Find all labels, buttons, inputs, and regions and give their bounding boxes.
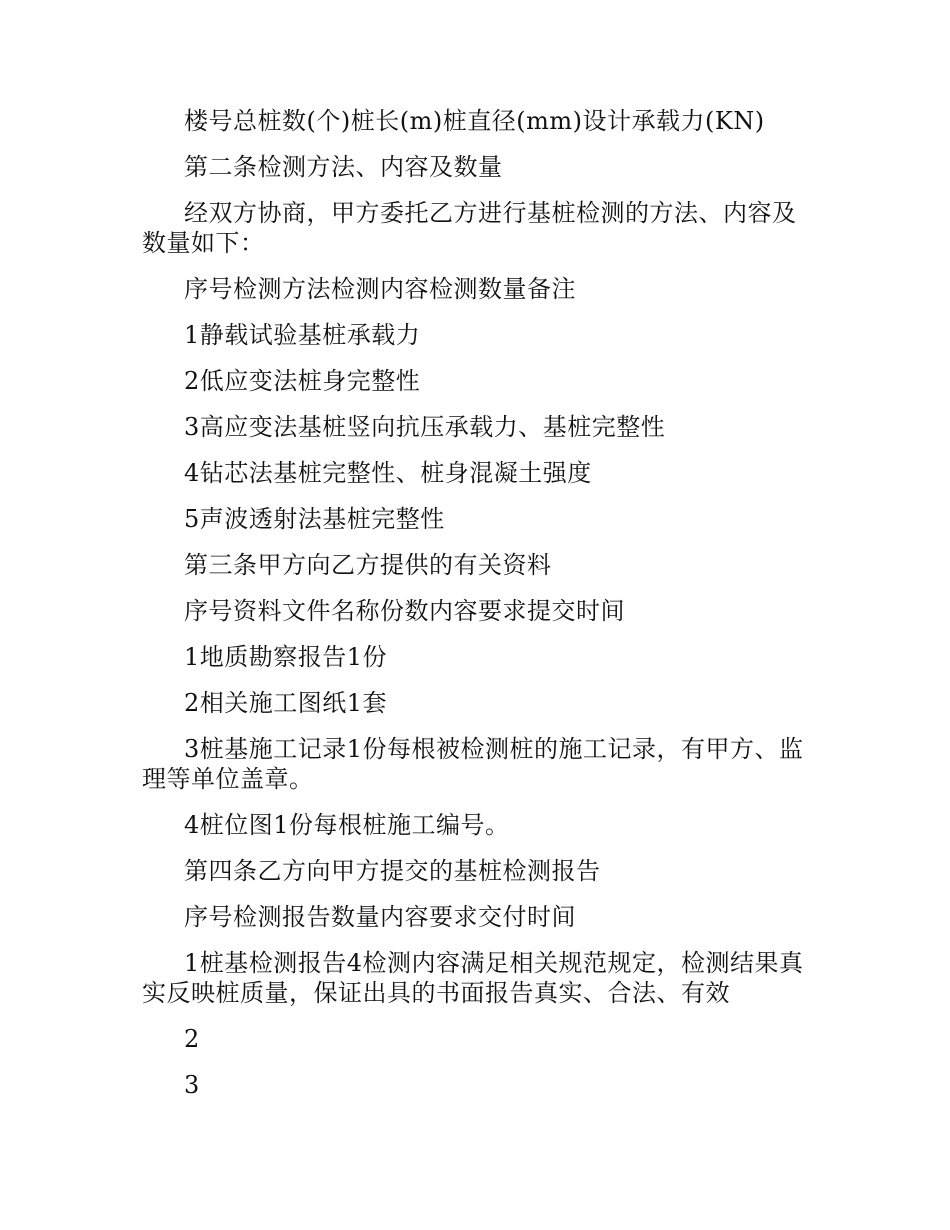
article-4-heading: 第四条乙方向甲方提交的基桩检测报告 xyxy=(184,857,601,885)
report-header-row: 序号检测报告数量内容要求交付时间 xyxy=(184,903,576,931)
test-method-row: 1静载试验基桩承载力 xyxy=(184,321,421,349)
article-3-heading: 第三条甲方向乙方提供的有关资料 xyxy=(184,551,552,579)
materials-header-row: 序号资料文件名称份数内容要求提交时间 xyxy=(184,597,625,625)
test-method-row: 3高应变法基桩竖向抗压承载力、基桩完整性 xyxy=(184,413,666,441)
material-row: 4桩位图1份每根桩施工编号。 xyxy=(184,811,510,839)
test-method-row: 4钻芯法基桩完整性、桩身混凝土强度 xyxy=(184,459,592,487)
report-row: 2 xyxy=(184,1025,200,1053)
test-method-row: 2低应变法桩身完整性 xyxy=(184,367,421,395)
material-row: 1地质勘察报告1份 xyxy=(184,643,388,671)
document-body xyxy=(142,106,810,1116)
material-row: 3桩基施工记录1份每根被检测桩的施工记录，有甲方、监理等单位盖章。 xyxy=(142,735,804,793)
report-row: 1桩基检测报告4检测内容满足相关规范规定，检测结果真实反映桩质量，保证出具的书面报告真实、合法、有效 xyxy=(142,949,804,1007)
article-2-intro: 经双方协商，甲方委托乙方进行基桩检测的方法、内容及数量如下： xyxy=(142,199,797,257)
report-row: 3 xyxy=(184,1071,200,1099)
test-methods-header-row: 序号检测方法检测内容检测数量备注 xyxy=(184,275,576,303)
test-method-row: 5声波透射法基桩完整性 xyxy=(184,505,445,533)
pile-info-header-row: 楼号总桩数(个)桩长(m)桩直径(mm)设计承载力(KN) xyxy=(184,107,765,135)
article-2-heading: 第二条检测方法、内容及数量 xyxy=(184,153,503,181)
material-row: 2相关施工图纸1套 xyxy=(184,689,388,717)
